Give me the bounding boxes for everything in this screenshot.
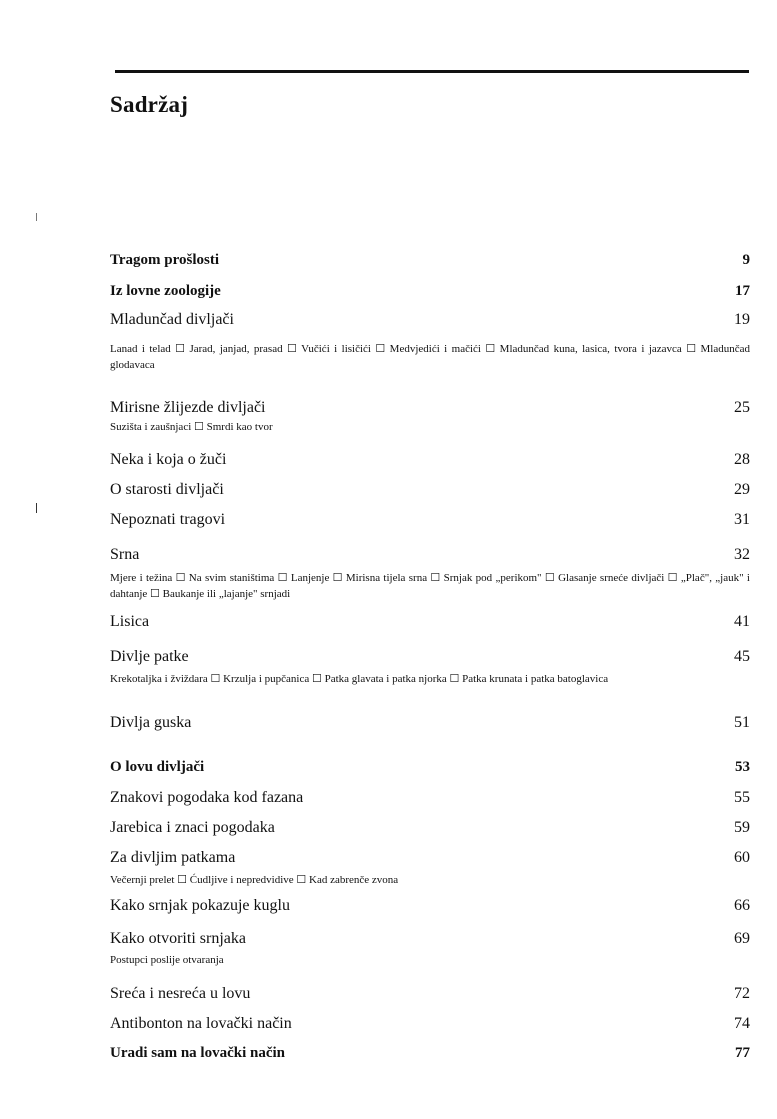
toc-entry-page: 19: [734, 311, 750, 328]
toc-entry-page: 25: [734, 399, 750, 416]
toc-entry-subtopics: Postupci poslije otvaranja: [110, 954, 224, 966]
toc-entry-page: 17: [735, 283, 750, 299]
toc-entry-title: Kako srnjak pokazuje kuglu: [110, 897, 290, 914]
toc-entry-page: 55: [734, 789, 750, 806]
toc-entry[interactable]: [110, 819, 750, 837]
toc-entry-title: Lisica: [110, 613, 150, 630]
toc-entry-title: Sreća i nesreća u lovu: [110, 985, 251, 1002]
toc-entry[interactable]: [110, 648, 750, 666]
toc-entry-title: O starosti divljači: [110, 481, 224, 498]
toc-entry-title: Jarebica i znaci pogodaka: [110, 819, 275, 836]
toc-entry[interactable]: [110, 311, 750, 329]
toc-entry[interactable]: [110, 714, 750, 732]
toc-entry-page: 59: [734, 819, 750, 836]
scan-mark: [36, 503, 37, 513]
toc-entry-title: Srna: [110, 546, 140, 563]
toc-entry[interactable]: [110, 481, 750, 499]
toc-entry-page: 31: [734, 511, 750, 528]
toc-entry[interactable]: [110, 930, 750, 948]
toc-entry-title: O lovu divljači: [110, 759, 205, 775]
header-rule: [115, 70, 749, 73]
toc-entry-subtopics: Lanad i telad ☐ Jarad, janjad, prasad ☐ Vučići i lisičići ☐ Medvjedići i mačići ☐ Mladunčad kuna, lasica, tvora i jazavca ☐ Mladunčad glodavaca: [110, 343, 750, 371]
toc-entry-subtopics: Krekotaljka i žviždara ☐ Krzulja i pupčanica ☐ Patka glavata i patka njorka ☐ Patka krunata i patka batoglavica: [110, 673, 609, 685]
toc-entry[interactable]: [110, 546, 750, 564]
toc-entry-title: Divlje patke: [110, 648, 189, 665]
toc-entry[interactable]: [110, 1045, 750, 1062]
toc-entry-page: 29: [734, 481, 750, 498]
toc-entry-title: Antibonton na lovački način: [110, 1015, 292, 1032]
scan-mark: [36, 213, 37, 221]
toc-entry[interactable]: [110, 897, 750, 915]
toc-entry-title: Mladunčad divljači: [110, 311, 234, 328]
toc-entry-title: Znakovi pogodaka kod fazana: [110, 789, 304, 806]
toc-entry[interactable]: [110, 511, 750, 529]
toc-entry-page: 60: [734, 849, 750, 866]
toc-entry-page: 72: [734, 985, 750, 1002]
toc-entry-page: 53: [735, 759, 750, 775]
toc-entry[interactable]: [110, 613, 750, 631]
toc-entry[interactable]: [110, 849, 750, 867]
toc-entry-title: Nepoznati tragovi: [110, 511, 226, 528]
toc-entry-subtopics: Suzišta i zaušnjaci ☐ Smrdi kao tvor: [110, 421, 273, 433]
toc-entry-page: 9: [742, 252, 750, 268]
toc-entry-title: Za divljim patkama: [110, 849, 236, 866]
toc-entry-title: Tragom prošlosti: [110, 252, 220, 268]
toc-entry[interactable]: [110, 252, 750, 269]
toc-entry[interactable]: [110, 451, 750, 469]
toc-entry-page: 28: [734, 451, 750, 468]
toc-entry-page: 45: [734, 648, 750, 665]
toc-entry-title: Iz lovne zoologije: [110, 283, 221, 299]
toc-entry-title: Neka i koja o žuči: [110, 451, 227, 468]
toc-entry-subtopics: Večernji prelet ☐ Ćudljive i nepredvidive ☐ Kad zabrenče zvona: [110, 874, 399, 886]
toc-entry-page: 32: [734, 546, 750, 563]
toc-entry[interactable]: [110, 985, 750, 1003]
toc-entry-subtopics: Mjere i težina ☐ Na svim staništima ☐ Lanjenje ☐ Mirisna tijela srna ☐ Srnjak pod „perikom" ☐ Glasanje srneće divljači ☐ „Plač", „jauk" i dahtanje ☐ Baukanje ili „lajanje" srnjadi: [110, 572, 750, 600]
toc-entry-page: 51: [734, 714, 750, 731]
toc-entry-title: Kako otvoriti srnjaka: [110, 930, 246, 947]
toc-entry-page: 74: [734, 1015, 750, 1032]
page-title: Sadržaj: [110, 92, 189, 117]
toc-entry-title: Uradi sam na lovački način: [110, 1045, 286, 1061]
toc-entry[interactable]: [110, 1015, 750, 1033]
toc-entry[interactable]: [110, 399, 750, 417]
toc-entry-page: 69: [734, 930, 750, 947]
toc-entry-title: Mirisne žlijezde divljači: [110, 399, 266, 416]
toc-entry[interactable]: [110, 283, 750, 300]
toc-entry-page: 41: [734, 613, 750, 630]
toc-entry[interactable]: [110, 789, 750, 807]
toc-entry-page: 66: [734, 897, 750, 914]
toc-entry-title: Divlja guska: [110, 714, 192, 731]
toc-entry-page: 77: [735, 1045, 750, 1061]
toc-entry[interactable]: [110, 759, 750, 776]
